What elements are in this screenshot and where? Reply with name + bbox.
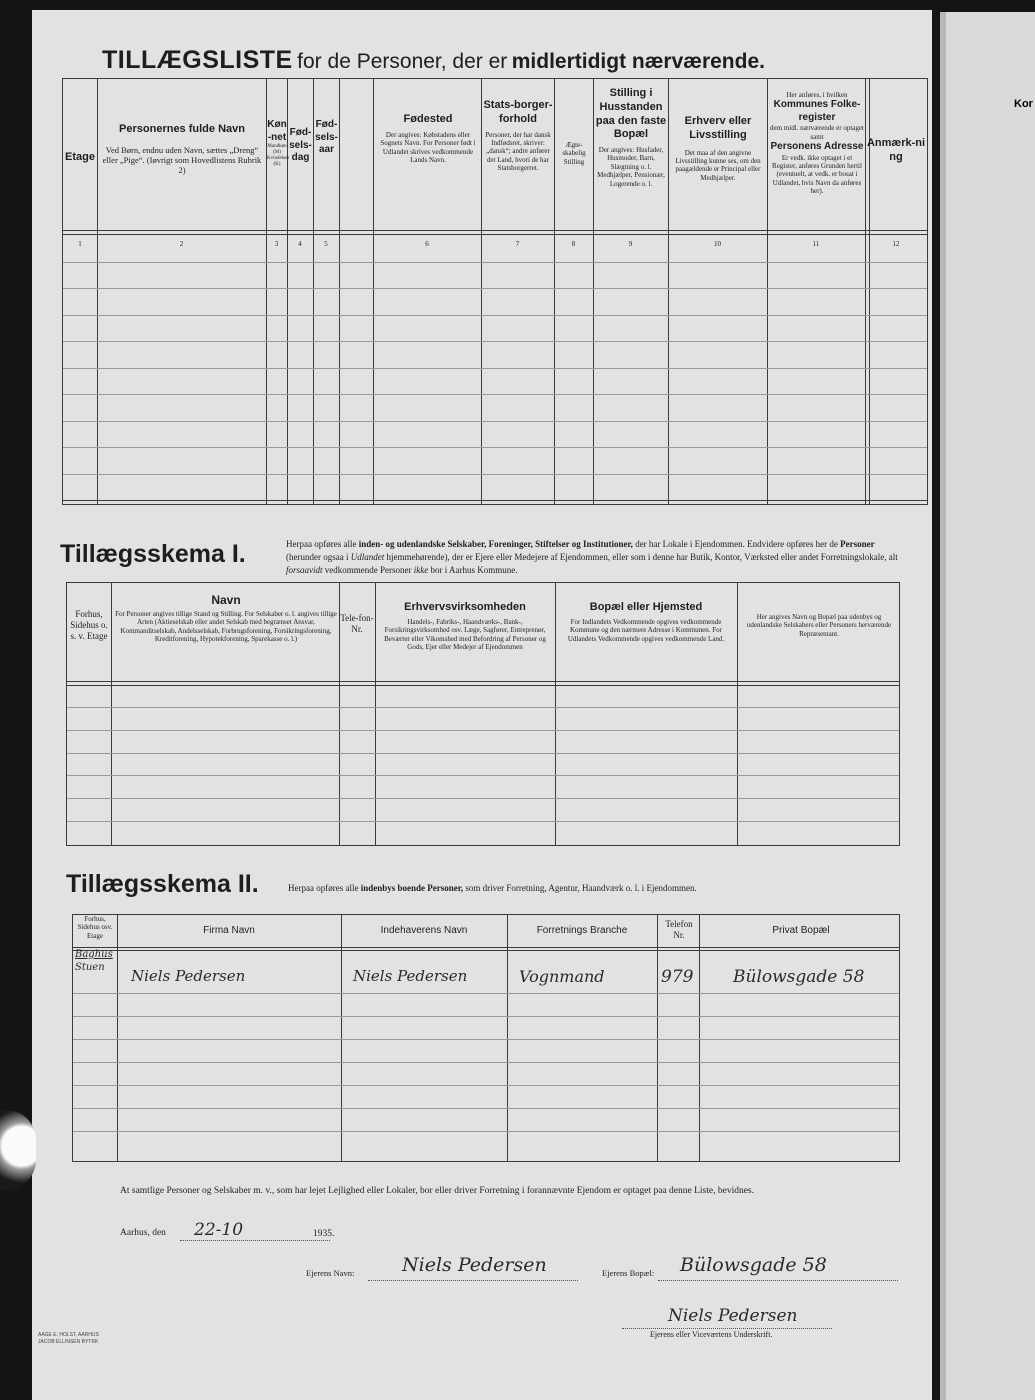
col-num-9: 9 xyxy=(628,240,633,248)
col-num-7: 7 xyxy=(515,240,520,248)
col-num-1: 1 xyxy=(78,240,82,248)
signature-caption: Ejerens eller Viceværtens Underskrift. xyxy=(650,1330,773,1339)
footer-year: 1935. xyxy=(313,1229,335,1239)
col-num-11: 11 xyxy=(812,240,820,248)
col-gender-header: Køn-net Mandkøn (M) Kvindekøn (K) xyxy=(267,119,290,167)
skema2-table xyxy=(72,914,900,1162)
owner-name: Niels Pedersen xyxy=(402,1254,547,1276)
skema2-row-telefon: 979 xyxy=(661,967,694,987)
adjacent-page xyxy=(940,12,1035,1400)
footer-statement: At samtlige Personer og Selskaber m. v., som har lejet Lejlighed eller Lokaler, bor eller driver Forretning i forannævnte Ejendom er optaget paa denne Liste, bevidnes. xyxy=(120,1186,754,1196)
col-name-header: Personernes fulde Navn Ved Børn, endnu uden Navn, sættes „Dreng“ eller „Pige“. (Iøvrigt som Hovedlistens Rubrik 2) xyxy=(102,123,262,176)
skema1-col-navn: Navn For Personer angives tillige Stand og Stilling. For Selskaber o. l. angives tillige Arten (Aktieselskab eller andet Selskab med begrænset Ansvar, Kommanditselskab, Andelsselskab, Forbrugsforening, Forsikringsforening, Kreditforening, Hypotekforening, Sparekasse o. l.) xyxy=(115,593,337,644)
skema1-col-erhverv: Erhvervsvirksomheden Handels-, Fabriks-, Haandværks-, Bank-, Forsikringsvirksomhed osv. Læge, Sagfører, Entreprenør, Beværter eller Vikomshed med Befordring af Personer og Gods, Ejer eller Medejer af Ejendommen xyxy=(384,601,546,651)
main-table-last-col xyxy=(865,78,928,505)
skema1-title: Tillægsskema I. xyxy=(60,540,246,568)
col-birthyear-header: Fød-sels-aar xyxy=(315,119,338,155)
col-marital-header: Ægte-skabelig Stilling xyxy=(562,141,586,166)
skema1-col-repr: Her angives Navn og Bopæl paa udenbys og udenlandske Selskabers eller Personers herværende Repræsentant. xyxy=(746,613,892,638)
title-middle: for de Personer, der er xyxy=(297,50,508,73)
skema2-col-firma: Firma Navn xyxy=(203,925,255,936)
title-end: midlertidigt nærværende. xyxy=(511,50,765,73)
owner-address-line xyxy=(658,1280,898,1281)
col-register-header: Her anføres, i hvilken Kommunes Folke-register dem midl. nærværende er optaget samt Personens Adresse Er vedk. ikke optaget i et Register, anføres Grunden hertil (eventuelt, at vedk. er bosat i Udlandet, hvis Navn da anføres her). xyxy=(770,91,864,196)
form-page xyxy=(32,10,932,1400)
skema2-title: Tillægsskema II. xyxy=(66,870,259,898)
skema2-row-etage xyxy=(75,949,117,974)
col-num-5: 5 xyxy=(324,240,328,248)
skema1-col-etage: Forhus, Sidehus o. s. v. Etage xyxy=(70,609,108,641)
skema2-row-etage-line2: Stuen xyxy=(75,961,105,973)
skema2-intro: Herpaa opføres alle indenbys boende Personer, som driver Forretning, Agentur, Haandværk o. l. i Ejendommen. xyxy=(288,883,697,893)
skema2-row-indehaver: Niels Pedersen xyxy=(353,967,468,985)
col-birthday-header: Fød-sels-dag xyxy=(289,127,312,163)
col-remark-header-text: Anmærk-ning xyxy=(866,137,926,163)
skema2-row-branche: Vognmand xyxy=(519,967,605,986)
skema2-col-indehaver: Indehaverens Navn xyxy=(380,925,468,936)
col-num-3: 3 xyxy=(274,240,279,248)
skema2-col-telefon: Telefon Nr. xyxy=(665,919,693,940)
skema2-col-bopael: Privat Bopæl xyxy=(772,925,830,936)
col-household-header: Stilling i Husstanden paa den faste Bopæl Der angives: Husfader, Husmoder, Barn, Slægtning o. l. Medhjælper, Pensionær, Logerende o. l. xyxy=(595,87,667,188)
skema2-col-etage: Forhus, Sidehus osv. Etage xyxy=(77,915,113,940)
col-num-12: 12 xyxy=(892,240,900,248)
owner-address-label: Ejerens Bopæl: xyxy=(602,1268,655,1278)
title-main: TILLÆGSLISTE xyxy=(102,46,293,74)
skema1-intro: Herpaa opføres alle inden- og udenlandske Selskaber, Foreninger, Stiftelser og Institutioner, der har Lokale i Ejendommen. Endvidere opføres her de Personer (herunder ogsaa i Udlandet hjemmehørende), der er Ejere eller Medejere af Ejendommen, eller som i denne har Butik, Kontor, Værksted eller andet Forretningslokale, alt forsaavidt vedkommende Personer ikke bor i Aarhus Kommune. xyxy=(286,539,898,576)
skema1-col-bopael: Bopæl eller Hjemsted For Indlandets Vedkommende opgives vedkommende Kommune og den nærmere Adresse i Kommunen. For Udlandets Vedkommende opgives vedkommende Land. xyxy=(567,601,725,643)
skema2-row-bopael: Bülowsgade 58 xyxy=(733,967,865,987)
skema1-table xyxy=(66,582,900,846)
col-num-10: 10 xyxy=(714,240,721,248)
col-occupation-header: Erhverv eller Livsstilling Det maa af den angivne Livsstilling kunne ses, om den paagældende er Principal eller Medhjælper. xyxy=(675,115,761,182)
footer-date: 22-10 xyxy=(194,1220,244,1240)
col-etage-header: Etage xyxy=(65,151,95,163)
skema2-row-firma: Niels Pedersen xyxy=(131,967,246,985)
skema2-col-branche: Forretnings Branche xyxy=(536,925,628,936)
footer-city: Aarhus, den xyxy=(120,1228,166,1238)
form-title xyxy=(102,46,765,75)
col-num-6: 6 xyxy=(425,240,429,248)
adjacent-page-fragment: Kor xyxy=(1014,98,1033,110)
signature-line xyxy=(622,1328,832,1329)
col-num-2: 2 xyxy=(179,240,184,248)
col-birthplace-header: Fødested Der angives: Købstadens eller Sognets Navn. For Personer født i Udlandet skrives vedkommende Lands Navn. xyxy=(380,113,476,164)
col-num-8: 8 xyxy=(571,240,576,248)
owner-name-line xyxy=(368,1280,578,1281)
owner-name-label: Ejerens Navn: xyxy=(306,1268,355,1278)
skema1-col-telefon: Tele-fon-Nr. xyxy=(340,613,374,634)
printer-mark: AAGE E. HOLST, AARHUS JACOB ELLINSEN BYTRK xyxy=(38,1332,99,1345)
owner-address: Bülowsgade 58 xyxy=(680,1254,827,1276)
binder-clip xyxy=(0,1110,36,1190)
main-table xyxy=(62,78,870,505)
date-line xyxy=(180,1240,330,1241)
skema2-row-etage-line1: Baghus xyxy=(75,949,113,960)
col-num-4: 4 xyxy=(298,240,302,248)
signature: Niels Pedersen xyxy=(668,1306,798,1326)
col-citizenship-header: Stats-borger-forhold Personer, der har dansk Indfødsret, skriver: „dansk“; andre anfører det Land, hvori de har Statsborgerret. xyxy=(483,99,553,173)
